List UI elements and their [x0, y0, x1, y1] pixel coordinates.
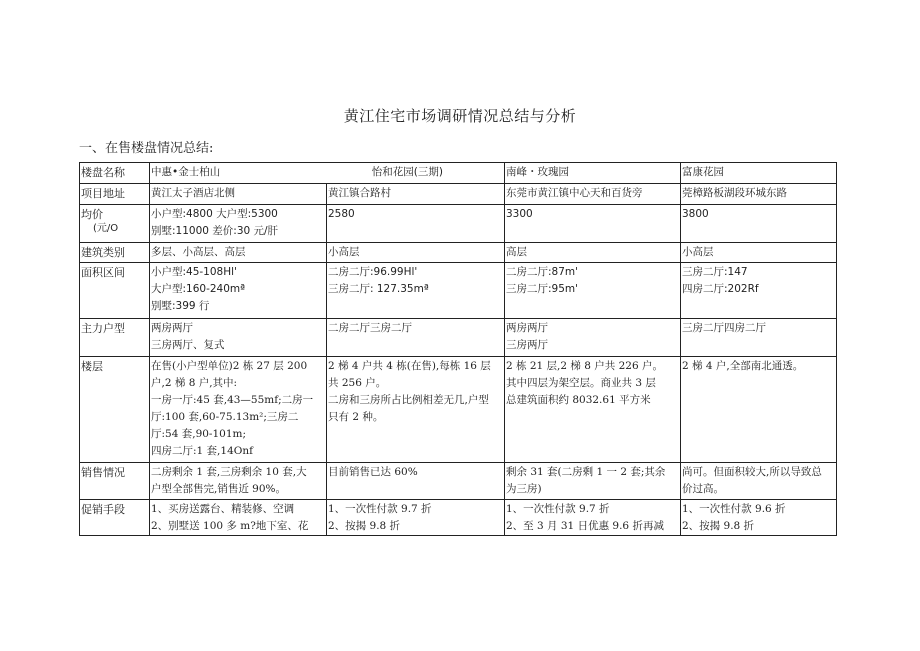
address-cell: 东莞市黄江镇中心天和百货旁	[505, 184, 681, 205]
sales-line: 剩余 31 套(二房剩 1 一 2 套;其余	[506, 466, 666, 478]
row-label: 楼盘名称	[80, 163, 150, 184]
promo-cell	[327, 500, 505, 536]
project-name-cell	[150, 163, 505, 184]
price-cell: 2580	[327, 205, 505, 243]
promo-line: 1、买房送露台、精装修、空调	[151, 503, 295, 515]
sales-line: 二房剩余 1 套,三房剩余 10 套,大	[151, 466, 307, 478]
layout-line: 三房两厅	[506, 339, 548, 351]
promo-line: 2、至 3 月 31 日优惠 9.6 折再减	[506, 520, 664, 532]
table-row	[80, 463, 837, 500]
area-cell	[505, 263, 681, 319]
sales-line: 户型全部售完,销售近 90%。	[151, 483, 287, 495]
layout-line: 两房两厅	[151, 322, 193, 334]
layout-cell: 三房二厅四房二厅	[681, 319, 837, 357]
row-label: 建筑类别	[80, 243, 150, 263]
sales-cell	[681, 463, 837, 500]
promo-line: 2、按揭 9.8 折	[328, 520, 401, 532]
layout-cell: 二房二厅三房二厅	[327, 319, 505, 357]
floors-line: 在售(小户型单位)2 栋 27 层 200	[151, 360, 308, 372]
layout-line: 三房两厅、复式	[151, 339, 225, 351]
promo-cell	[150, 500, 327, 536]
row-label: 面积区间	[80, 263, 150, 319]
floors-cell	[505, 357, 681, 463]
price-cell: 3800	[681, 205, 837, 243]
address-cell: 黄江太子酒店北侧	[150, 184, 327, 205]
floors-line: 共 256 户。	[328, 377, 387, 389]
price-cell	[150, 205, 327, 243]
sales-line: 价过高。	[682, 483, 724, 495]
promo-line: 2、别墅送 100 多 m?地下室、花	[151, 520, 309, 532]
area-cell	[681, 263, 837, 319]
project-name-3: 南峰・玫瑰园	[505, 163, 681, 184]
price-line: 小户型:4800 大户型:5300	[151, 208, 278, 220]
row-label-unit: (元/O	[93, 223, 119, 234]
floors-line: 2 栋 21 层,2 梯 8 户共 226 户。	[506, 360, 663, 372]
address-cell: 黄江镇合路村	[327, 184, 505, 205]
area-line: 三房二厅: 127.35mª	[328, 283, 429, 295]
sales-cell: 目前销售已达 60%	[327, 463, 505, 500]
price-line: 别墅:11000 差价:30 元/肝	[151, 225, 279, 237]
row-label: 主力户型	[80, 319, 150, 357]
floors-cell	[327, 357, 505, 463]
building-type-cell: 多层、小高层、高层	[150, 243, 327, 263]
table-row	[80, 319, 837, 357]
price-cell: 3300	[505, 205, 681, 243]
floors-line: 2 梯 4 户共 4 栋(在售),每栋 16 层	[328, 360, 491, 372]
table-row	[80, 163, 837, 184]
area-line: 三房二厅:95m'	[506, 283, 579, 295]
area-line: 二房二厅:96.99Hl'	[328, 266, 418, 278]
layout-cell	[505, 319, 681, 357]
promo-line: 2、按揭 9.8 折	[682, 520, 755, 532]
table-row	[80, 500, 837, 536]
floors-line: 一房一厅:45 套,43—55mf;二房一	[151, 394, 314, 406]
floors-line: 四房二厅:1 套,14Onf	[151, 445, 254, 457]
area-line: 小户型:45-108Hl'	[151, 266, 237, 278]
sales-line: 为三房)	[506, 483, 542, 495]
market-survey-table	[79, 162, 837, 536]
area-cell	[327, 263, 505, 319]
section-heading: 一、在售楼盘情况总结:	[79, 141, 214, 156]
floors-line: 厅:100 套,60-75.13m²;三房二	[151, 411, 299, 423]
sales-line: 尚可。但面积较大,所以导致总	[682, 466, 822, 478]
building-type-cell: 高层	[505, 243, 681, 263]
area-line: 大户型:160-240mª	[151, 283, 246, 295]
area-cell	[150, 263, 327, 319]
area-line: 二房二厅:87m'	[506, 266, 579, 278]
floors-line: 二房和三房所占比例相差无几,户型	[328, 394, 489, 406]
building-type-cell: 小高层	[681, 243, 837, 263]
table-row	[80, 357, 837, 463]
row-label: 楼层	[80, 357, 150, 463]
promo-cell	[681, 500, 837, 536]
area-line: 别墅:399 行	[151, 300, 210, 312]
area-line: 四房二厅:202Rf	[682, 283, 759, 295]
row-label: 促销手段	[80, 500, 150, 536]
floors-line: 户,2 梯 8 户,其中:	[151, 377, 238, 389]
area-line: 三房二厅:147	[682, 266, 748, 278]
address-cell: 莞樟路板湖段环城东路	[681, 184, 837, 205]
project-name-1: 中惠•金士柏山	[151, 166, 221, 178]
row-label	[80, 205, 150, 243]
row-label: 销售情况	[80, 463, 150, 500]
floors-line: 只有 2 种。	[328, 411, 384, 423]
promo-line: 1、一次性付款 9.7 折	[328, 503, 432, 515]
floors-line: 厅:54 套,90-101m;	[151, 428, 247, 440]
layout-line: 两房两厅	[506, 322, 548, 334]
sales-cell	[150, 463, 327, 500]
promo-line: 1、一次性付款 9.7 折	[506, 503, 610, 515]
building-type-cell: 小高层	[327, 243, 505, 263]
sales-cell	[505, 463, 681, 500]
layout-cell	[150, 319, 327, 357]
floors-cell	[150, 357, 327, 463]
table-row	[80, 263, 837, 319]
floors-cell: 2 梯 4 户,全部南北通透。	[681, 357, 837, 463]
floors-line: 总建筑面积约 8032.61 平方米	[506, 394, 651, 406]
document-title: 黄江住宅市场调研情况总结与分析	[343, 107, 577, 125]
project-name-4: 富康花园	[681, 163, 837, 184]
floors-line: 其中四层为架空层。商业共 3 层	[506, 377, 656, 389]
table-row	[80, 243, 837, 263]
promo-line: 1、一次性付款 9.6 折	[682, 503, 786, 515]
promo-cell	[505, 500, 681, 536]
row-label: 项目地址	[80, 184, 150, 205]
row-label-main: 均价	[81, 208, 103, 221]
project-name-2: 怡和花园(三期)	[371, 166, 443, 178]
table-row	[80, 205, 837, 243]
table-row	[80, 184, 837, 205]
